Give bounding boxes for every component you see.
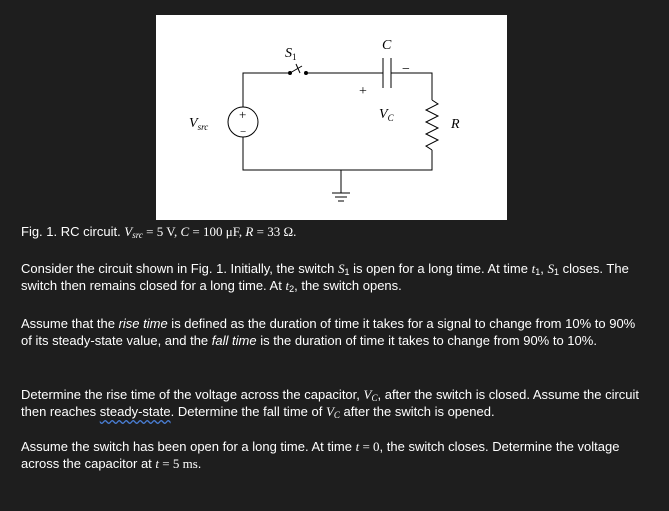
- switch-actuator: [296, 64, 300, 73]
- wire-top-left: [243, 73, 288, 107]
- source-minus: −: [240, 126, 247, 138]
- wire-top-right: [391, 73, 432, 100]
- label-vsrc: $V_{src}$: [189, 116, 209, 132]
- label-r: R: [451, 117, 460, 132]
- figure-caption: Fig. 1. RC circuit. $V_{src} = 5$ V, C = 100 μF, R = 33 Ω.: [21, 224, 297, 240]
- resistor: [426, 100, 438, 150]
- label-c: C: [382, 38, 392, 53]
- source-plus: +: [239, 107, 247, 122]
- wire-bottom: [243, 137, 432, 170]
- label-vc: $V_C$: [379, 107, 394, 123]
- switch-blade: [290, 66, 302, 73]
- label-cap-minus: −: [402, 62, 410, 77]
- paragraph-question-rise-fall: Determine the rise time of the voltage across the capacitor, $V_C$, after the switch is closed. Assume the circuit then reaches steady-state. Determine the fall time of $V_C$ after the switch is opened.: [21, 387, 640, 420]
- spellcheck-underline: steady-state: [99, 404, 171, 419]
- label-s1: $S_1$: [285, 46, 297, 62]
- label-cap-plus: +: [359, 84, 367, 99]
- paragraph-definitions: Assume that the rise time is defined as the duration of time it takes for a signal to change from 10% to 90% of its steady-state value, and the fall time is the duration of time it takes to change from 90% to 10%.: [21, 316, 636, 348]
- rc-circuit-diagram: [156, 15, 507, 220]
- paragraph-question-voltage: Assume the switch has been open for a long time. At time t = 0, the switch closes. Determine the voltage across the capacitor at t = 5 ms.: [21, 439, 620, 471]
- circuit-figure: [156, 15, 507, 220]
- paragraph-circuit-description: Consider the circuit shown in Fig. 1. Initially, the switch $S_1$ is open for a long time. At time $t_1$, $S_1$ closes. The switch then remains closed for a long time. At $t_2$, the switch opens.: [21, 261, 629, 294]
